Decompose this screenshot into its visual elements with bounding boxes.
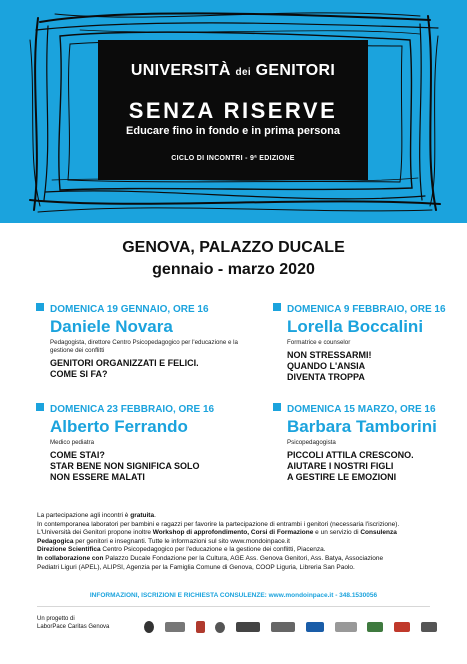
event-talk-title: COME STAI? STAR BENE NON SIGNIFICA SOLO NON ESSERE MALATI bbox=[50, 450, 200, 482]
event-speaker-role: Pedagogista, direttore Centro Psicopedagogico per l'educazione e la gestione dei conflitti bbox=[50, 339, 238, 354]
info-line bbox=[37, 546, 447, 555]
project-credit-org: LaborPace Caritas Genova bbox=[37, 624, 110, 630]
edition-label: CICLO DI INCONTRI - 9ª EDIZIONE bbox=[171, 155, 295, 162]
info-bold-span: Direzione Scientifica bbox=[37, 546, 101, 554]
caritas-logo-icon bbox=[144, 621, 154, 633]
event-speaker: Alberto Ferrando bbox=[50, 417, 188, 436]
info-bold-span: Workshop di approfondimento, Corsi di Formazione bbox=[152, 529, 314, 537]
batya-logo-icon bbox=[271, 622, 295, 632]
event-speaker: Barbara Tamborini bbox=[287, 417, 437, 436]
event-speaker: Daniele Novara bbox=[50, 317, 173, 336]
apel-logo-icon bbox=[306, 622, 324, 632]
info-line bbox=[37, 529, 447, 538]
event-date: DOMENICA 15 MARZO, ORE 16 bbox=[287, 404, 436, 415]
series-subtitle: Educare fino in fondo e in prima persona bbox=[126, 125, 340, 137]
bullet-square-icon bbox=[36, 303, 44, 311]
san-paolo-logo-icon bbox=[421, 622, 437, 632]
info-text-span: per genitori e insegnanti. Tutte le informazioni sul sito bbox=[73, 537, 231, 545]
info-text bbox=[37, 512, 447, 572]
info-bold-span: gratuita bbox=[130, 512, 155, 519]
contacts-line: INFORMAZIONI, ISCRIZIONI E RICHIESTA CONSULENZE: www.mondoinpace.it - 348.1530056 bbox=[89, 592, 378, 599]
footer-divider bbox=[37, 606, 430, 607]
info-line bbox=[37, 538, 447, 547]
cpp-logo-icon bbox=[165, 622, 185, 632]
bullet-square-icon bbox=[273, 403, 281, 411]
project-credit bbox=[37, 615, 109, 631]
info-line: Pediatri Liguri (APEL), ALIPSI, Agenzia per la Famiglia Comune di Genova, COOP Liguria, Libreria San Paolo. bbox=[37, 563, 355, 571]
event-talk-title: PICCOLI ATTILA CRESCONO. AIUTARE I NOSTRI FIGLI A GESTIRE LE EMOZIONI bbox=[287, 450, 414, 482]
sponsor-logos bbox=[144, 619, 437, 635]
genova-crest-icon bbox=[196, 621, 205, 633]
event-speaker-role: Medico pediatra bbox=[50, 439, 95, 446]
coop-logo-icon bbox=[394, 622, 410, 632]
event-speaker: Lorella Boccalini bbox=[287, 317, 424, 336]
info-bold-span: Pedagogica bbox=[37, 537, 74, 545]
title-part-dei: dei bbox=[235, 67, 251, 78]
info-bold-span: Consulenza bbox=[360, 529, 397, 537]
info-text-span: La partecipazione agli incontri è bbox=[37, 512, 131, 519]
info-text-span: Centro Psicopedagogico per l'educazione e la gestione dei conflitti, Piacenza. bbox=[100, 546, 326, 554]
location-period: gennaio - marzo 2020 bbox=[152, 261, 315, 278]
event-talk-title: NON STRESSARMI! QUANDO L'ANSIA DIVENTA TROPPA bbox=[287, 350, 372, 382]
event-date: DOMENICA 19 GENNAIO, ORE 16 bbox=[50, 304, 209, 315]
website-link[interactable]: www.mondoinpace.it bbox=[230, 537, 290, 545]
alipsi-logo-icon bbox=[335, 622, 357, 632]
info-line: La partecipazione agli incontri è gratuita. bbox=[37, 512, 156, 519]
title-box bbox=[98, 40, 368, 180]
location-city: GENOVA, PALAZZO DUCALE bbox=[122, 239, 345, 256]
event-speaker-role: Formatrice e counselor bbox=[287, 339, 351, 346]
info-text-span: e un servizio di bbox=[313, 529, 361, 537]
bullet-square-icon bbox=[36, 403, 44, 411]
title-part-universita: UNIVERSITÀ bbox=[130, 62, 231, 79]
famiglia-logo-icon bbox=[367, 622, 383, 632]
event-talk-title: GENITORI ORGANIZZATI E FELICI. COME SI FA? bbox=[50, 358, 199, 379]
hero-banner bbox=[0, 0, 467, 223]
info-bold-span: In collaborazione con bbox=[37, 554, 104, 562]
event-date: DOMENICA 9 FEBBRAIO, ORE 16 bbox=[287, 304, 446, 315]
program-title bbox=[98, 62, 368, 80]
project-credit-label: Un progetto di bbox=[37, 616, 75, 622]
info-text-span: L'Università dei Genitori propone inoltre bbox=[37, 529, 153, 537]
event-speaker-role: Psicopedagogista bbox=[287, 439, 336, 446]
series-title: SENZA RISERVE bbox=[128, 98, 338, 123]
event-card-novara bbox=[50, 303, 250, 380]
title-part-genitori: GENITORI bbox=[255, 62, 336, 79]
info-text-span: Palazzo Ducale Fondazione per la Cultura, AGE Ass. Genova Genitori, Ass. Batya, Associazione bbox=[103, 554, 384, 562]
info-line bbox=[37, 555, 447, 564]
bullet-square-icon bbox=[273, 303, 281, 311]
event-card-boccalini bbox=[287, 303, 467, 383]
event-card-tamborini bbox=[287, 403, 467, 483]
age-logo-icon bbox=[236, 622, 260, 632]
info-line: In contemporanea laboratori per bambini e ragazzi per favorire la partecipazione di entrambi i genitori (necessaria l'iscrizione). bbox=[37, 520, 400, 528]
event-date: DOMENICA 23 FEBBRAIO, ORE 16 bbox=[50, 404, 215, 415]
event-card-ferrando bbox=[50, 403, 250, 483]
ducale-logo-icon bbox=[215, 622, 225, 633]
